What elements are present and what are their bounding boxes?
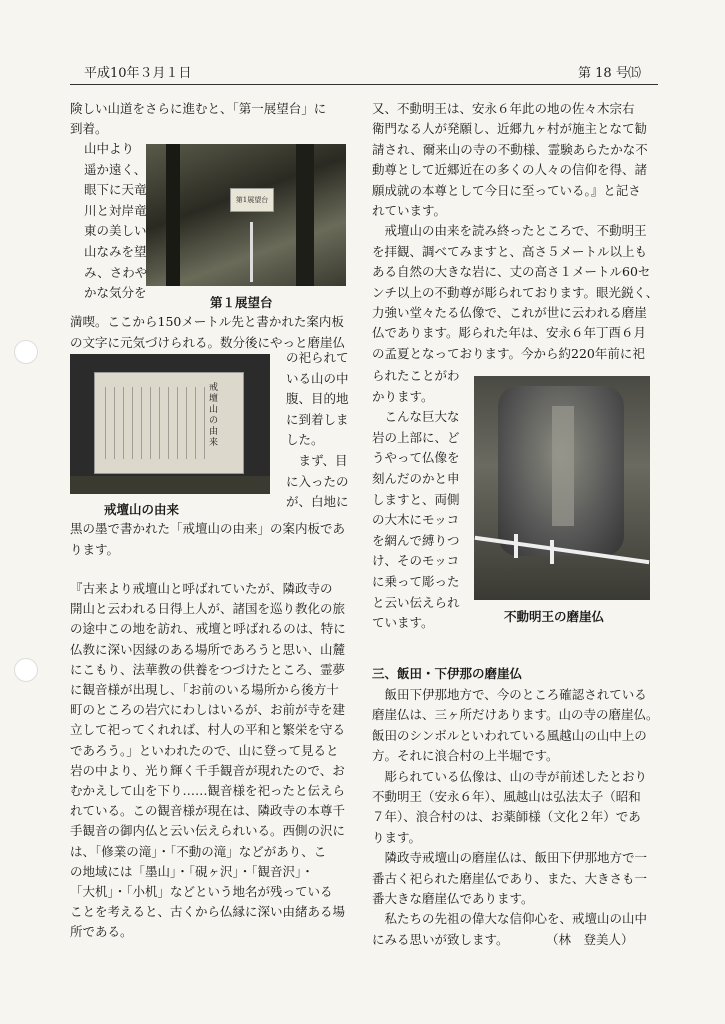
text-line: ています。: [372, 615, 434, 631]
text-line: られたことがわ: [372, 368, 460, 383]
text-line: 方。それに浪合村の上半堀です。: [372, 748, 559, 764]
text-line: 私たちの先祖の偉大な信仰心を、戒壇山の山中: [372, 911, 648, 927]
text-line: の祀られて: [286, 350, 349, 365]
text-line: 険しい山道をさらに進むと、「第一展望台」に: [70, 101, 327, 116]
text-line: 『古来より戒壇山と呼ばれていたが、隣政寺の: [70, 581, 333, 596]
text-line: 請され、爾来山の寺の不動様、霊験あらたかな不: [372, 141, 648, 157]
text-line: け、そのモッコ: [372, 553, 460, 569]
text-line: 願成就の本尊として今日に至っている。』と記さ: [372, 182, 641, 198]
text-line: 戒壇山の由来を読み終ったところで、不動明王: [372, 223, 647, 239]
text-line: は、「修業の滝」・「不動の滝」などがあり、こ: [70, 843, 327, 859]
text-line: 川と対岸竜: [84, 202, 147, 218]
origin-signboard: [94, 372, 244, 474]
signboard-title: 戒壇山の由来: [209, 383, 219, 448]
text-line: 番古く祀られた磨崖仏であり、また、大きさも一: [372, 870, 648, 886]
text-line: 「大机」・「小机」などという地名が残っている: [70, 884, 333, 899]
text-line: に入ったの: [286, 473, 349, 489]
caption-origin-signboard: 戒壇山の由来: [104, 502, 180, 517]
text-line: 力強い堂々たる仏像で、これが世に云われる磨崖: [372, 305, 647, 320]
deck-sign-text: 第1展望台: [235, 196, 269, 204]
text-line: の文字に元気づけられる。数分後にやっと磨崖仏: [70, 334, 346, 350]
text-line: 東の美しい: [84, 223, 147, 239]
text-line: かります。: [372, 388, 434, 404]
text-line: 到着。: [70, 121, 108, 137]
deck-sign: [230, 188, 274, 212]
text-line: に乗って彫った: [372, 574, 460, 589]
text-line: 飯田下伊那地方で、今のところ確認されている: [372, 687, 647, 702]
text-line: 仏であります。彫られた年は、安永６年丁酉６月: [372, 325, 647, 341]
text-line: と云い伝えられ: [372, 594, 460, 610]
text-line: れている。この観音様が現在は、隣政寺の本尊千: [70, 803, 346, 819]
text-line: の地域には「墨山」・「硯ヶ沢」・「観音沢」・: [70, 863, 314, 879]
text-line: 山中より: [84, 141, 135, 156]
issue-number: 第 18 号: [578, 66, 629, 81]
text-line: うやって仏像を: [372, 450, 460, 466]
text-line: が、白地に: [286, 494, 349, 510]
section-title: 三、飯田・下伊那の磨崖仏: [372, 666, 523, 681]
text-line: 岩の上部に、ど: [372, 429, 460, 445]
caption-fudo-myoo: 不動明王の磨崖仏: [504, 609, 605, 624]
text-line: 眼下に天竜: [84, 182, 147, 198]
text-line: の大木にモッコ: [372, 512, 460, 528]
text-line: であろう。」といわれたので、山に登って見ると: [70, 742, 339, 758]
text-line: の孟夏となっております。今から約220年前に祀: [372, 345, 645, 361]
text-line: 町のところの岩穴にわしはいるが、お前が寺を建: [70, 702, 346, 718]
binder-hole: [14, 340, 38, 364]
text-line: ある自然の大きな岩に、丈の高さ１メートル60セ: [372, 264, 651, 280]
text-line: した。: [286, 432, 324, 448]
text-line: み、さわや: [84, 264, 148, 280]
signboard-writing: [105, 387, 205, 459]
text-line: 刻んだのかと申: [372, 471, 460, 486]
text-line: 磨崖仏は、三ヶ所だけあります。山の寺の磨崖仏。: [372, 707, 659, 723]
page-number: ⒂: [628, 66, 642, 81]
text-line: 開山と云われる日得上人が、諸国を巡り教化の旅: [70, 601, 346, 617]
text-line: 立して祀ってくれれば、村人の平和と繁栄を守る: [70, 722, 346, 738]
text-line: れています。: [372, 203, 447, 218]
text-line: 番大きな磨崖仏であります。: [372, 891, 534, 906]
text-line: にこもり、法華教の供養をつづけたところ、霊夢: [70, 661, 346, 677]
text-line: いる山の中: [286, 370, 349, 386]
text-line: 腹、目的地: [286, 391, 349, 407]
text-line: に到着しま: [286, 411, 349, 427]
text-line: 隣政寺戒壇山の磨崖仏は、飯田下伊那地方で一: [372, 850, 648, 866]
text-line: 動尊として近郷近在の多くの人々の信仰を得、諸: [372, 162, 648, 178]
text-line: を拝観、調べてみますと、高さ５メートル以上も: [372, 243, 648, 259]
text-line: ７年）、浪合村のは、お薬師様（文化２年）であ: [372, 809, 641, 825]
text-line: ります。: [372, 829, 422, 845]
text-line: ことを考えると、古くから仏縁に深い由緒ある場: [70, 904, 346, 920]
text-line: ります。: [70, 541, 120, 557]
text-line: 飯田のシンボルといわれている風越山の山中上の: [372, 727, 647, 743]
caption-observation-deck: 第１展望台: [210, 295, 273, 310]
text-line: に観音様が出現し、「お前のいる場所から後方十: [70, 682, 339, 697]
text-line: こんな巨大な: [372, 409, 460, 425]
text-line: 岩の中より、光り輝く千手観音が現れたので、お: [70, 762, 345, 778]
header-rule: [70, 84, 658, 85]
binder-hole: [14, 658, 38, 682]
observation-deck-photo: [146, 144, 346, 286]
text-line: ンチ以上の不動尊が彫られております。眼光鋭く、: [372, 284, 659, 300]
text-line: 山なみを望: [84, 244, 147, 259]
text-line: 彫られている仏像は、山の寺が前述したとおり: [372, 768, 648, 784]
fudo-myoo-carving-photo: [474, 376, 650, 600]
text-line: 所である。: [70, 924, 133, 940]
text-line: の途中この地を訪れ、戒壇と呼ばれるのは、特に: [70, 621, 346, 637]
text-line: まず、目: [286, 453, 348, 468]
text-line: にみる思いが致します。 （林 登美人）: [372, 931, 634, 947]
text-line: 手観音の御内仏と云い伝えられいる。西側の沢に: [70, 823, 346, 839]
text-line: しますと、両側: [372, 491, 460, 507]
text-line: 遥か遠く、: [84, 161, 147, 177]
text-line: を網んで縛りつ: [372, 532, 460, 548]
text-line: 黒の墨で書かれた「戒壇山の由来」の案内板であ: [70, 521, 346, 536]
text-line: 仏教に深い因縁のある場所であろうと思い、山麓: [70, 641, 346, 657]
text-line: むかえして山を下り……観音様を祀ったと伝えら: [70, 783, 346, 798]
text-line: 又、不動明王は、安永６年此の地の佐々木宗右: [372, 101, 635, 116]
text-line: 満喫。ここから150メートル先と書かれた案内板: [70, 314, 344, 329]
origin-signboard-photo: [70, 354, 270, 494]
issue-date: 平成10年３月１日: [84, 66, 192, 81]
text-line: かな気分を: [84, 285, 147, 301]
text-line: 不動明王（安永６年）、風越山は弘法太子（昭和: [372, 789, 641, 804]
text-line: 衛門なる人が発願し、近郷九ヶ村が施主となて勧: [372, 121, 648, 137]
